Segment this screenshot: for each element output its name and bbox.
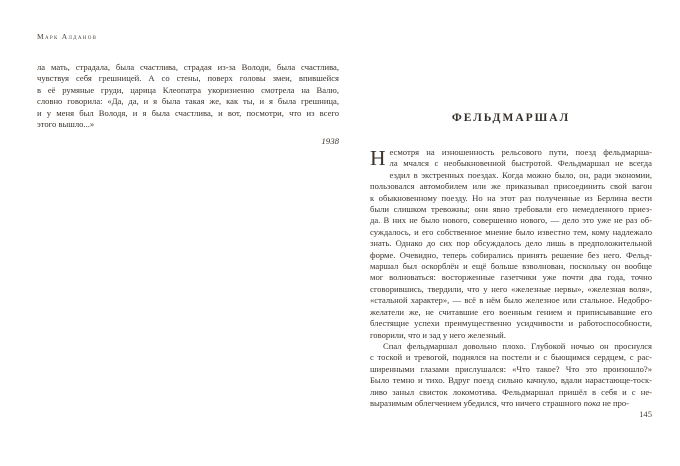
text-line: с тоской и тревогой, поднялся на постели и с бьющимся сердцем, с рас- <box>370 352 652 363</box>
text-line: блестящие успехи преимущественно усидчивости и работоспособности, <box>370 318 652 329</box>
text-line: словно говорила: «Да, да, и я была такая же, как ты, и я была грешница, <box>37 96 339 107</box>
text-line: были слишком тревожны; они явно требовали его немедленного приез- <box>370 204 652 215</box>
paragraph-second-last-line <box>370 398 652 409</box>
text-line: в её румяные груди, царица Клеопатра укоризненно смотрела на Валю, <box>37 84 339 95</box>
right-page <box>370 112 652 409</box>
text-line: суждалось, и его собственное мнение было известно тем, кому надлежало <box>370 226 652 237</box>
text-line: мог волноваться: восторженные газетчики уже почти два года, точно <box>370 272 652 283</box>
paragraph-second <box>370 341 652 409</box>
text-line: и у меня был Володя, и я была счастлива, и вот, посмотри, что из всего <box>37 107 339 118</box>
text-line: чувствуя себя грешницей. А со стены, поверх головы змеи, впившейся <box>37 73 339 84</box>
paragraph-second-lines <box>370 341 652 398</box>
left-page-body <box>37 62 339 130</box>
text-segment: выразимым облегчением убедился, что ничего страшного <box>370 397 584 408</box>
text-line: «стальной характер», — всё в нём было железное или стальное. Недобро- <box>370 295 652 306</box>
text-line: к обыкновенному поезду. Но на этот раз полученные из Берлина вести <box>370 192 652 203</box>
text-line: форме. Очевидно, теперь собирались принять решение без него. Фельд- <box>370 249 652 260</box>
story-date: 1938 <box>321 136 339 147</box>
text-line: ездил в экстренных поездах. Когда можно было, он, ради экономии, <box>389 169 652 180</box>
text-line: этого вышло...» <box>37 119 95 130</box>
text-line: ширенными глазами прислушался: «Что такое? Что это произошло?» <box>370 363 652 374</box>
italic-word: пока <box>583 397 601 408</box>
running-header-author: Марк Алданов <box>37 32 98 41</box>
text-line: ливо заныл свисток локомотива. Фельдмаршал пришёл в себя и с не- <box>370 386 652 397</box>
text-line: Спал фельдмаршал довольно плохо. Глубокой ночью он проснулся <box>383 340 652 351</box>
text-line: есмотря на изношенность рельсового пути, поезд фельдмарша- <box>389 147 652 157</box>
chapter-title: ФЕЛЬДМАРШАЛ <box>451 112 571 124</box>
text-line: ла мчался с необыкновенной быстротой. Фельдмаршал не всегда <box>389 158 652 169</box>
left-page <box>37 33 339 147</box>
drop-cap-letter: Н <box>370 146 386 170</box>
text-line: говорили, что и зад у него железный. <box>370 329 506 340</box>
text-line: знать. Однако до сих пор обсуждалось дело лишь в предположительной <box>370 238 652 249</box>
text-line: пользовался автомобилем или же приказывал присоединить свой вагон <box>370 181 652 192</box>
text-segment: не про- <box>600 397 630 408</box>
text-line: Было темно и тихо. Вдруг поезд сильно качнуло, вдали нарастающе-тоск- <box>370 375 652 386</box>
text-line: сговорившись, твердили, что у него «железные нервы», «железная воля», <box>370 283 652 294</box>
right-page-body <box>370 147 652 409</box>
text-line: ла мать, страдала, была счастлива, страдая из-за Володи, была счастлива, <box>37 62 339 72</box>
text-line: желатели же, не считавшие его военным гением и приписывавшие его <box>370 306 652 317</box>
text-line: да. В них не было нового, совершенно нового, — дело это уже не раз об- <box>370 215 652 226</box>
page-number: 145 <box>639 409 652 419</box>
text-line: маршал был оскорблён и ещё больше взволнован, поскольку он вообще <box>370 261 652 272</box>
paragraph-first <box>370 147 652 341</box>
paragraph-first-lines <box>370 147 652 341</box>
